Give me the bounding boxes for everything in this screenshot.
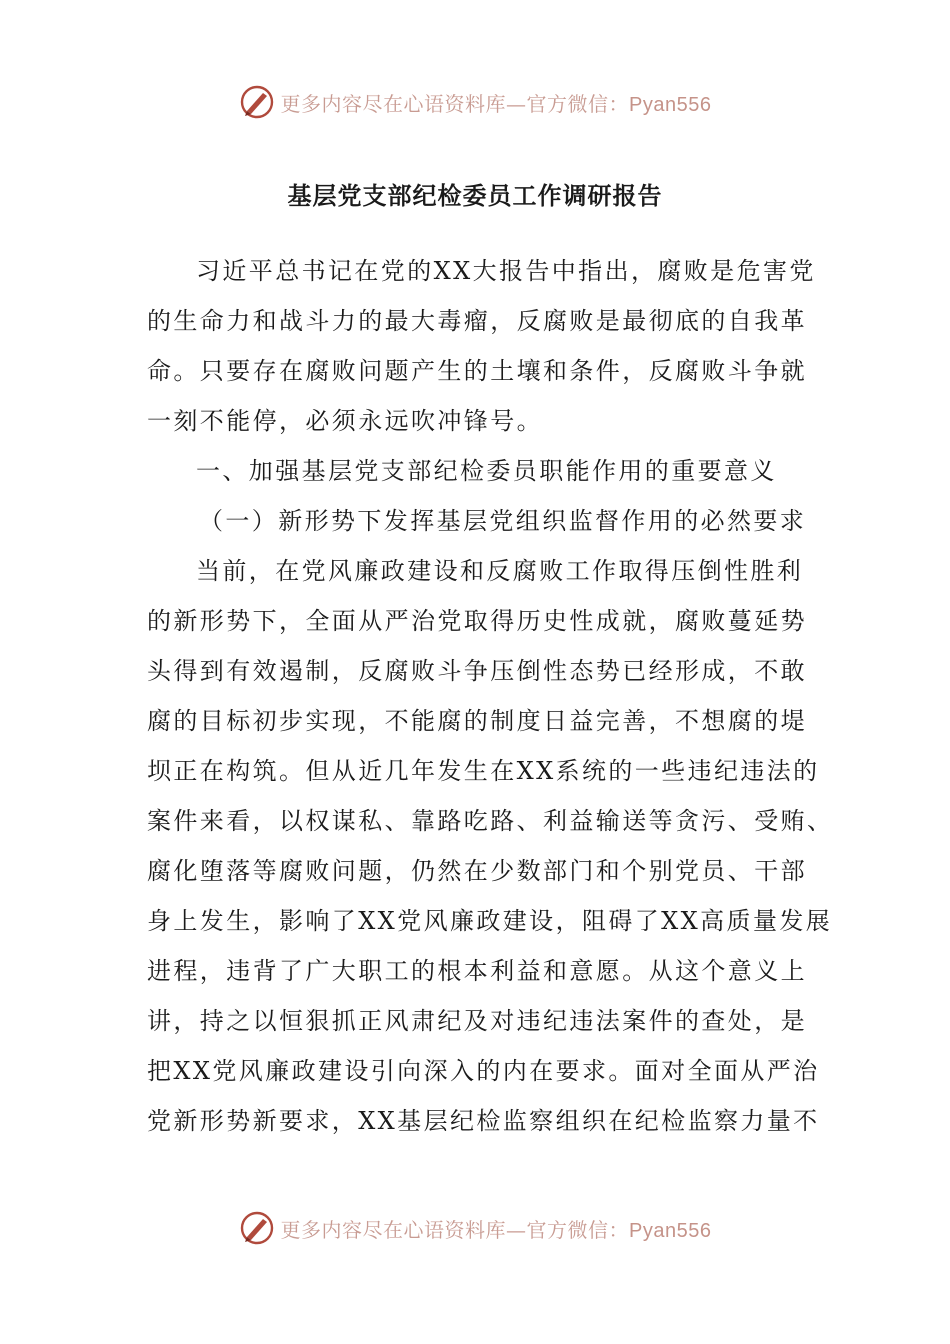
text-line: 腐的目标初步实现，不能腐的制度日益完善，不想腐的堤 bbox=[147, 707, 807, 735]
text-line: 腐化堕落等腐败问题，仍然在少数部门和个别党员、干部 bbox=[147, 857, 807, 885]
text-line: 的生命力和战斗力的最大毒瘤，反腐败是最彻底的自我革 bbox=[147, 307, 807, 335]
text-line: 一刻不能停，必须永远吹冲锋号。 bbox=[147, 407, 543, 435]
document-body bbox=[147, 246, 834, 1146]
text-line: 当前，在党风廉政建设和反腐败工作取得压倒性胜利 bbox=[196, 557, 804, 585]
text-line: 头得到有效遏制，反腐败斗争压倒性态势已经形成，不敢 bbox=[147, 657, 807, 685]
text-line: 党新形势新要求，XX基层纪检监察组织在纪检监察力量不 bbox=[147, 1107, 820, 1135]
pen-logo-icon bbox=[239, 1210, 275, 1246]
text-line: 讲，持之以恒狠抓正风肃纪及对违纪违法案件的查处，是 bbox=[147, 1007, 807, 1035]
text-line: 把XX党风廉政建设引向深入的内在要求。面对全面从严治 bbox=[147, 1057, 820, 1085]
subsection-heading: （一）新形势下发挥基层党组织监督作用的必然要求 bbox=[199, 507, 807, 535]
watermark-text: 更多内容尽在心语资料库—官方微信：Pyan556 bbox=[280, 91, 712, 116]
section-heading: 一、加强基层党支部纪检委员职能作用的重要意义 bbox=[196, 457, 777, 485]
document-title: 基层党支部纪检委员工作调研报告 bbox=[287, 181, 663, 210]
text-line: 案件来看，以权谋私、靠路吃路、利益输送等贪污、受贿、 bbox=[147, 807, 834, 835]
footer-watermark bbox=[0, 1210, 950, 1246]
text-line: 命。只要存在腐败问题产生的土壤和条件，反腐败斗争就 bbox=[147, 357, 807, 385]
text-line: 身上发生，影响了XX党风廉政建设，阻碍了XX高质量发展 bbox=[147, 907, 833, 935]
header-watermark bbox=[0, 84, 950, 120]
pen-logo-icon bbox=[239, 84, 275, 120]
text-line: 进程，违背了广大职工的根本利益和意愿。从这个意义上 bbox=[147, 957, 807, 985]
text-line: 习近平总书记在党的XX大报告中指出，腐败是危害党 bbox=[196, 257, 816, 285]
text-line: 坝正在构筑。但从近几年发生在XX系统的一些违纪违法的 bbox=[147, 757, 820, 785]
text-line: 的新形势下，全面从严治党取得历史性成就，腐败蔓延势 bbox=[147, 607, 807, 635]
watermark-text: 更多内容尽在心语资料库—官方微信：Pyan556 bbox=[280, 1217, 712, 1242]
